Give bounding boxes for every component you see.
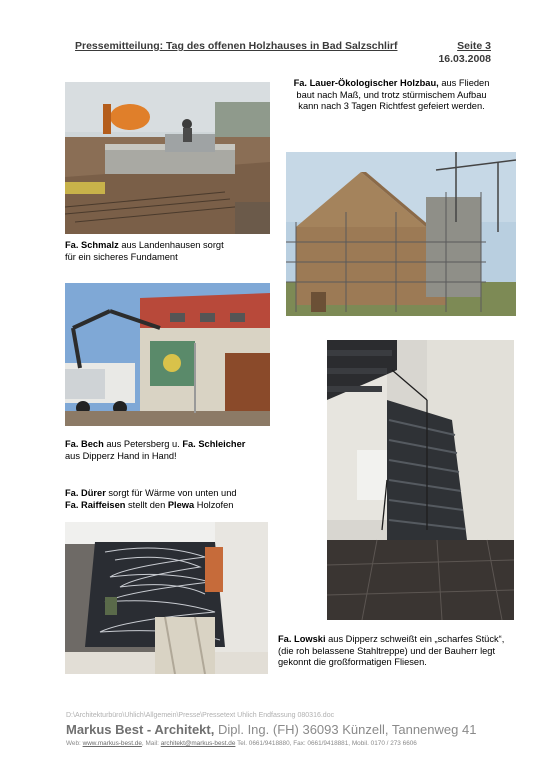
- caption-schmalz: [65, 240, 275, 263]
- web-label: Web:: [66, 740, 83, 747]
- phone-numbers: Tel. 0661/9418880, Fax: 0661/9418881, Mobil. 0170 / 273 6606: [235, 740, 417, 747]
- caption-text: Holzofen: [194, 499, 234, 510]
- caption-text: aus Flieden: [438, 78, 490, 88]
- caption-text: aus Dipperz Hand in Hand!: [65, 450, 177, 461]
- header-title: Pressemitteilung: Tag des offenen Holzhauses in Bad Salzschlirf: [75, 40, 398, 52]
- page-header: [75, 40, 491, 65]
- footer-file-path: D:\Architekturbüro\Uhlich\Allgemein\Presse\Pressetext Uhlich Endfassung 080316.doc: [66, 712, 335, 719]
- footer-address: Dipl. Ing. (FH) 36093 Künzell, Tannenweg 41: [214, 722, 477, 737]
- header-date: 16.03.2008: [438, 53, 491, 65]
- firm-name: Fa. Lauer-Ökologischer Holzbau,: [293, 78, 439, 88]
- footer-architect-name: [66, 722, 476, 737]
- website-link[interactable]: www.markus-best.de: [82, 740, 142, 747]
- page-number: Seite 3: [457, 40, 491, 52]
- firm-name: Fa. Raiffeisen: [65, 499, 126, 510]
- caption-lauer: [279, 78, 504, 113]
- caption-text: kann nach 3 Tagen Richtfest gefeiert werden.: [298, 101, 485, 111]
- mail-label: , Mail:: [141, 740, 161, 747]
- caption-text: aus Petersberg u.: [103, 439, 183, 449]
- caption-text: aus Dipperz schweißt ein „scharfes Stück“,: [325, 634, 505, 644]
- footer-name-bold: Markus Best - Architekt,: [66, 722, 215, 737]
- caption-duerer: [65, 488, 280, 511]
- email-link[interactable]: architekt@markus-best.de: [160, 740, 236, 747]
- caption-text: aus Landenhausen sorgt: [118, 240, 224, 250]
- caption-text: gekonnt die großformatigen Fliesen.: [278, 657, 427, 667]
- firm-name: Fa. Lowski: [278, 634, 326, 644]
- firm-name: Fa. Bech: [65, 439, 104, 449]
- caption-text: (die roh belassene Stahltreppe) und der Bauherr legt: [278, 645, 496, 656]
- firm-name: Fa. Schmalz: [65, 240, 119, 250]
- caption-bech: [65, 439, 280, 462]
- firm-name: Plewa: [167, 499, 195, 510]
- floor-heating-photo: [65, 522, 268, 674]
- caption-text: baut nach Maß, und trotz stürmischem Aufbau: [296, 89, 487, 100]
- caption-text: stellt den: [125, 499, 168, 510]
- timber-house-photo: [286, 152, 516, 316]
- footer-contact: [66, 740, 417, 747]
- crane-truck-photo: [65, 283, 270, 426]
- steel-stairs-photo: [327, 340, 514, 620]
- firm-name: Fa. Dürer: [65, 488, 106, 498]
- caption-text: sorgt für Wärme von unten und: [105, 488, 237, 498]
- caption-text: für ein sicheres Fundament: [65, 251, 178, 262]
- caption-lowski: [278, 634, 533, 669]
- foundation-photo: [65, 82, 270, 234]
- firm-name: Fa. Schleicher: [182, 439, 246, 449]
